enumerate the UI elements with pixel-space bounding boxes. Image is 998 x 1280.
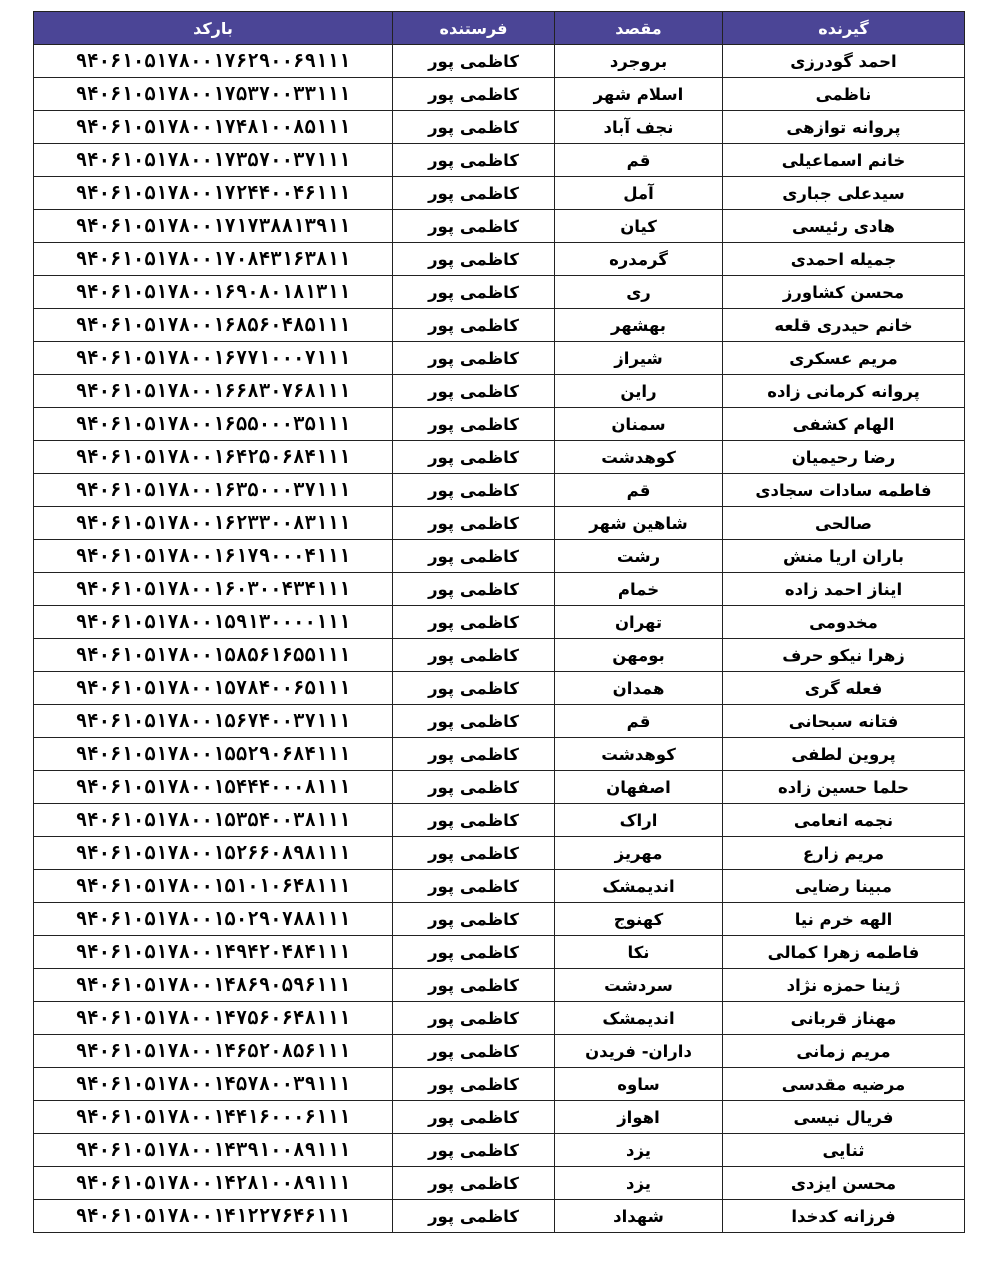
barcode-cell: ۹۴۰۶۱۰۵۱۷۸۰۰۱۵۹۱۳۰۰۰۰۱۱۱ (34, 606, 393, 639)
barcode-cell: ۹۴۰۶۱۰۵۱۷۸۰۰۱۷۱۷۳۸۸۱۳۹۱۱ (34, 210, 393, 243)
recipient-cell: مریم زمانی (723, 1035, 965, 1068)
barcode-cell: ۹۴۰۶۱۰۵۱۷۸۰۰۱۶۸۵۶۰۴۸۵۱۱۱ (34, 309, 393, 342)
barcode-cell: ۹۴۰۶۱۰۵۱۷۸۰۰۱۵۳۵۴۰۰۳۸۱۱۱ (34, 804, 393, 837)
destination-cell: سمنان (555, 408, 723, 441)
table-row (34, 771, 965, 804)
barcode-cell: ۹۴۰۶۱۰۵۱۷۸۰۰۱۶۶۸۳۰۷۶۸۱۱۱ (34, 375, 393, 408)
table-row (34, 474, 965, 507)
destination-cell: همدان (555, 672, 723, 705)
sender-cell: کاظمی پور (393, 243, 555, 276)
sender-cell: کاظمی پور (393, 870, 555, 903)
recipient-cell: سیدعلی جباری (723, 177, 965, 210)
table-row (34, 870, 965, 903)
destination-cell: کهنوج (555, 903, 723, 936)
recipient-cell: فریال نیسی (723, 1101, 965, 1134)
destination-cell: سردشت (555, 969, 723, 1002)
table-row (34, 1035, 965, 1068)
sender-cell: کاظمی پور (393, 738, 555, 771)
sender-cell: کاظمی پور (393, 1167, 555, 1200)
table-body (34, 45, 965, 1233)
sender-cell: کاظمی پور (393, 1134, 555, 1167)
destination-cell: ری (555, 276, 723, 309)
sender-cell: کاظمی پور (393, 474, 555, 507)
table-row (34, 507, 965, 540)
recipient-cell: جمیله احمدی (723, 243, 965, 276)
destination-cell: شهداد (555, 1200, 723, 1233)
sender-cell: کاظمی پور (393, 144, 555, 177)
sender-cell: کاظمی پور (393, 177, 555, 210)
destination-cell: بروجرد (555, 45, 723, 78)
table-row (34, 705, 965, 738)
barcode-cell: ۹۴۰۶۱۰۵۱۷۸۰۰۱۴۸۶۹۰۵۹۶۱۱۱ (34, 969, 393, 1002)
barcode-cell: ۹۴۰۶۱۰۵۱۷۸۰۰۱۴۳۹۱۰۰۸۹۱۱۱ (34, 1134, 393, 1167)
recipient-cell: احمد گودرزی (723, 45, 965, 78)
barcode-cell: ۹۴۰۶۱۰۵۱۷۸۰۰۱۴۶۵۲۰۸۵۶۱۱۱ (34, 1035, 393, 1068)
recipient-cell: فتانه سبحانی (723, 705, 965, 738)
recipient-cell: نجمه انعامی (723, 804, 965, 837)
header-barcode: بارکد (34, 12, 393, 45)
sender-cell: کاظمی پور (393, 771, 555, 804)
table-row (34, 1101, 965, 1134)
barcode-cell: ۹۴۰۶۱۰۵۱۷۸۰۰۱۴۱۲۲۷۶۴۶۱۱۱ (34, 1200, 393, 1233)
table-row (34, 111, 965, 144)
barcode-cell: ۹۴۰۶۱۰۵۱۷۸۰۰۱۴۷۵۶۰۶۴۸۱۱۱ (34, 1002, 393, 1035)
barcode-cell: ۹۴۰۶۱۰۵۱۷۸۰۰۱۵۰۲۹۰۷۸۸۱۱۱ (34, 903, 393, 936)
table-header (34, 12, 965, 45)
recipient-cell: فرزانه کدخدا (723, 1200, 965, 1233)
recipient-cell: ثنایی (723, 1134, 965, 1167)
recipient-cell: پروانه کرمانی زاده (723, 375, 965, 408)
sender-cell: کاظمی پور (393, 837, 555, 870)
table-row (34, 969, 965, 1002)
sender-cell: کاظمی پور (393, 210, 555, 243)
destination-cell: اندیمشک (555, 870, 723, 903)
barcode-cell: ۹۴۰۶۱۰۵۱۷۸۰۰۱۶۴۲۵۰۶۸۴۱۱۱ (34, 441, 393, 474)
recipient-cell: مریم زارع (723, 837, 965, 870)
sender-cell: کاظمی پور (393, 672, 555, 705)
destination-cell: شیراز (555, 342, 723, 375)
destination-cell: اهواز (555, 1101, 723, 1134)
destination-cell: راین (555, 375, 723, 408)
sender-cell: کاظمی پور (393, 1101, 555, 1134)
sender-cell: کاظمی پور (393, 540, 555, 573)
destination-cell: کوهدشت (555, 441, 723, 474)
table-row (34, 738, 965, 771)
destination-cell: ساوه (555, 1068, 723, 1101)
destination-cell: یزد (555, 1134, 723, 1167)
recipient-cell: فعله گری (723, 672, 965, 705)
table-row (34, 573, 965, 606)
barcode-cell: ۹۴۰۶۱۰۵۱۷۸۰۰۱۶۵۵۰۰۰۳۵۱۱۱ (34, 408, 393, 441)
shipment-table (33, 11, 965, 1233)
sender-cell: کاظمی پور (393, 1002, 555, 1035)
recipient-cell: رضا رحیمیان (723, 441, 965, 474)
destination-cell: اسلام شهر (555, 78, 723, 111)
barcode-cell: ۹۴۰۶۱۰۵۱۷۸۰۰۱۶۳۵۰۰۰۳۷۱۱۱ (34, 474, 393, 507)
sender-cell: کاظمی پور (393, 276, 555, 309)
sender-cell: کاظمی پور (393, 441, 555, 474)
destination-cell: مهریز (555, 837, 723, 870)
table-row (34, 837, 965, 870)
sender-cell: کاظمی پور (393, 639, 555, 672)
sender-cell: کاظمی پور (393, 804, 555, 837)
recipient-cell: خانم حیدری قلعه (723, 309, 965, 342)
table-row (34, 243, 965, 276)
barcode-cell: ۹۴۰۶۱۰۵۱۷۸۰۰۱۴۹۴۲۰۴۸۴۱۱۱ (34, 936, 393, 969)
destination-cell: خمام (555, 573, 723, 606)
recipient-cell: مهناز قربانی (723, 1002, 965, 1035)
barcode-cell: ۹۴۰۶۱۰۵۱۷۸۰۰۱۵۶۷۴۰۰۳۷۱۱۱ (34, 705, 393, 738)
destination-cell: کیان (555, 210, 723, 243)
sender-cell: کاظمی پور (393, 573, 555, 606)
recipient-cell: صالحی (723, 507, 965, 540)
recipient-cell: ناظمی (723, 78, 965, 111)
table-row (34, 1068, 965, 1101)
table-row (34, 804, 965, 837)
table-row (34, 276, 965, 309)
barcode-cell: ۹۴۰۶۱۰۵۱۷۸۰۰۱۵۲۶۶۰۸۹۸۱۱۱ (34, 837, 393, 870)
recipient-cell: محسن کشاورز (723, 276, 965, 309)
recipient-cell: هادی رئیسی (723, 210, 965, 243)
recipient-cell: مریم عسکری (723, 342, 965, 375)
sender-cell: کاظمی پور (393, 309, 555, 342)
recipient-cell: مرضیه مقدسی (723, 1068, 965, 1101)
table-row (34, 936, 965, 969)
sender-cell: کاظمی پور (393, 1200, 555, 1233)
destination-cell: قم (555, 144, 723, 177)
barcode-cell: ۹۴۰۶۱۰۵۱۷۸۰۰۱۷۵۳۷۰۰۳۳۱۱۱ (34, 78, 393, 111)
header-sender: فرستنده (393, 12, 555, 45)
destination-cell: قم (555, 474, 723, 507)
barcode-cell: ۹۴۰۶۱۰۵۱۷۸۰۰۱۷۰۸۴۳۱۶۳۸۱۱ (34, 243, 393, 276)
barcode-cell: ۹۴۰۶۱۰۵۱۷۸۰۰۱۶۱۷۹۰۰۰۴۱۱۱ (34, 540, 393, 573)
destination-cell: اصفهان (555, 771, 723, 804)
destination-cell: بومهن (555, 639, 723, 672)
recipient-cell: باران اریا منش (723, 540, 965, 573)
barcode-cell: ۹۴۰۶۱۰۵۱۷۸۰۰۱۵۱۰۱۰۶۴۸۱۱۱ (34, 870, 393, 903)
recipient-cell: ژینا حمزه نژاد (723, 969, 965, 1002)
barcode-cell: ۹۴۰۶۱۰۵۱۷۸۰۰۱۶۲۳۳۰۰۸۳۱۱۱ (34, 507, 393, 540)
barcode-cell: ۹۴۰۶۱۰۵۱۷۸۰۰۱۴۲۸۱۰۰۸۹۱۱۱ (34, 1167, 393, 1200)
table-row (34, 78, 965, 111)
sender-cell: کاظمی پور (393, 408, 555, 441)
table-row (34, 408, 965, 441)
sender-cell: کاظمی پور (393, 1068, 555, 1101)
barcode-cell: ۹۴۰۶۱۰۵۱۷۸۰۰۱۷۲۴۴۰۰۴۶۱۱۱ (34, 177, 393, 210)
barcode-cell: ۹۴۰۶۱۰۵۱۷۸۰۰۱۴۵۷۸۰۰۳۹۱۱۱ (34, 1068, 393, 1101)
barcode-cell: ۹۴۰۶۱۰۵۱۷۸۰۰۱۷۴۸۱۰۰۸۵۱۱۱ (34, 111, 393, 144)
destination-cell: یزد (555, 1167, 723, 1200)
destination-cell: نکا (555, 936, 723, 969)
barcode-cell: ۹۴۰۶۱۰۵۱۷۸۰۰۱۶۷۷۱۰۰۰۷۱۱۱ (34, 342, 393, 375)
sender-cell: کاظمی پور (393, 45, 555, 78)
recipient-cell: ایناز احمد زاده (723, 573, 965, 606)
barcode-cell: ۹۴۰۶۱۰۵۱۷۸۰۰۱۵۷۸۴۰۰۶۵۱۱۱ (34, 672, 393, 705)
barcode-cell: ۹۴۰۶۱۰۵۱۷۸۰۰۱۶۹۰۸۰۱۸۱۳۱۱ (34, 276, 393, 309)
table-row (34, 441, 965, 474)
recipient-cell: زهرا نیکو حرف (723, 639, 965, 672)
table-row (34, 45, 965, 78)
table-row (34, 309, 965, 342)
sender-cell: کاظمی پور (393, 375, 555, 408)
destination-cell: نجف آباد (555, 111, 723, 144)
destination-cell: قم (555, 705, 723, 738)
table-row (34, 1167, 965, 1200)
sender-cell: کاظمی پور (393, 903, 555, 936)
recipient-cell: پروانه توازهی (723, 111, 965, 144)
sender-cell: کاظمی پور (393, 969, 555, 1002)
recipient-cell: مخدومی (723, 606, 965, 639)
destination-cell: تهران (555, 606, 723, 639)
sender-cell: کاظمی پور (393, 1035, 555, 1068)
barcode-cell: ۹۴۰۶۱۰۵۱۷۸۰۰۱۷۳۵۷۰۰۳۷۱۱۱ (34, 144, 393, 177)
barcode-cell: ۹۴۰۶۱۰۵۱۷۸۰۰۱۵۸۵۶۱۶۵۵۱۱۱ (34, 639, 393, 672)
table-row (34, 1200, 965, 1233)
sender-cell: کاظمی پور (393, 606, 555, 639)
table-row (34, 144, 965, 177)
destination-cell: اندیمشک (555, 1002, 723, 1035)
sender-cell: کاظمی پور (393, 78, 555, 111)
table-row (34, 639, 965, 672)
destination-cell: بهشهر (555, 309, 723, 342)
table-row (34, 210, 965, 243)
sender-cell: کاظمی پور (393, 111, 555, 144)
recipient-cell: حلما حسین زاده (723, 771, 965, 804)
table-row (34, 606, 965, 639)
destination-cell: اراک (555, 804, 723, 837)
header-recipient: گیرنده (723, 12, 965, 45)
recipient-cell: الهه خرم نیا (723, 903, 965, 936)
table-row (34, 903, 965, 936)
sender-cell: کاظمی پور (393, 507, 555, 540)
recipient-cell: فاطمه زهرا کمالی (723, 936, 965, 969)
table-row (34, 672, 965, 705)
barcode-cell: ۹۴۰۶۱۰۵۱۷۸۰۰۱۷۶۲۹۰۰۶۹۱۱۱ (34, 45, 393, 78)
sender-cell: کاظمی پور (393, 936, 555, 969)
destination-cell: داران- فریدن (555, 1035, 723, 1068)
barcode-cell: ۹۴۰۶۱۰۵۱۷۸۰۰۱۶۰۳۰۰۴۳۴۱۱۱ (34, 573, 393, 606)
table-row (34, 540, 965, 573)
recipient-cell: پروین لطفی (723, 738, 965, 771)
recipient-cell: مبینا رضایی (723, 870, 965, 903)
table-row (34, 1134, 965, 1167)
destination-cell: شاهین شهر (555, 507, 723, 540)
barcode-cell: ۹۴۰۶۱۰۵۱۷۸۰۰۱۴۴۱۶۰۰۰۶۱۱۱ (34, 1101, 393, 1134)
table-row (34, 177, 965, 210)
header-row (34, 12, 965, 45)
table-row (34, 342, 965, 375)
recipient-cell: محسن ایزدی (723, 1167, 965, 1200)
recipient-cell: فاطمه سادات سجادی (723, 474, 965, 507)
destination-cell: رشت (555, 540, 723, 573)
destination-cell: کوهدشت (555, 738, 723, 771)
barcode-cell: ۹۴۰۶۱۰۵۱۷۸۰۰۱۵۴۴۴۰۰۰۸۱۱۱ (34, 771, 393, 804)
sender-cell: کاظمی پور (393, 342, 555, 375)
table-row (34, 375, 965, 408)
sender-cell: کاظمی پور (393, 705, 555, 738)
recipient-cell: الهام کشفی (723, 408, 965, 441)
barcode-cell: ۹۴۰۶۱۰۵۱۷۸۰۰۱۵۵۲۹۰۶۸۴۱۱۱ (34, 738, 393, 771)
header-destination: مقصد (555, 12, 723, 45)
destination-cell: آمل (555, 177, 723, 210)
destination-cell: گرمدره (555, 243, 723, 276)
table-row (34, 1002, 965, 1035)
recipient-cell: خانم اسماعیلی (723, 144, 965, 177)
